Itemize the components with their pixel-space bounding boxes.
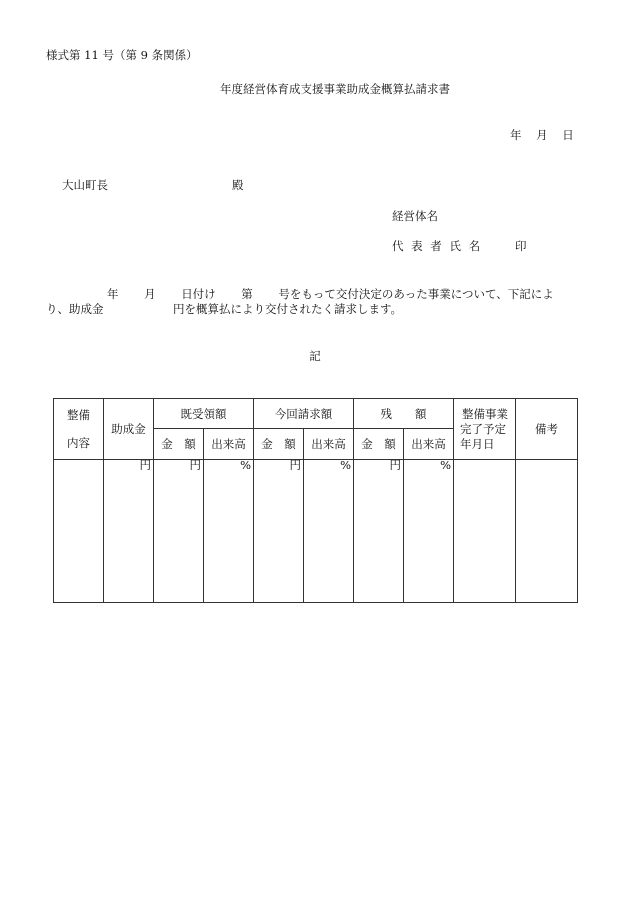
representative-label: 代 表 者 氏 名 [392, 239, 483, 253]
cell-received-amount[interactable]: 円 [154, 460, 204, 603]
date-year: 年 [510, 128, 522, 142]
cell-completion-date[interactable] [454, 460, 516, 603]
header-received-amount: 既受領額 [154, 399, 254, 429]
header-subsidy: 助成金 [104, 399, 154, 460]
cell-improvement-content[interactable] [54, 460, 104, 603]
date-day: 日 [562, 128, 574, 142]
sub-header-remaining-progress: 出来高 [404, 429, 454, 460]
body-line-1: 年 月 日付け 第 号をもって交付決定のあった事業について、下記によ [107, 287, 554, 301]
header-completion-date: 整備事業 完了予定 年月日 [454, 399, 516, 460]
addressee-honorific: 殿 [232, 178, 244, 192]
header-improvement-content: 整備 内容 [54, 399, 104, 460]
cell-remaining-amount[interactable]: 円 [354, 460, 404, 603]
header-remarks: 備考 [516, 399, 578, 460]
cell-current-amount[interactable]: 円 [254, 460, 304, 603]
cell-received-progress[interactable]: % [204, 460, 254, 603]
body-line-2: り、助成金 円を概算払により交付されたく請求します。 [46, 302, 403, 316]
cell-remarks[interactable] [516, 460, 578, 603]
ki-heading: 記 [309, 349, 321, 363]
cell-remaining-progress[interactable]: % [404, 460, 454, 603]
seal-mark: 印 [515, 239, 527, 253]
document-title: 年度経営体育成支援事業助成金概算払請求書 [220, 82, 450, 96]
form-number: 様式第 11 号（第 9 条関係） [46, 48, 198, 62]
entity-name-label: 経営体名 [392, 209, 438, 223]
sub-header-current-progress: 出来高 [304, 429, 354, 460]
header-current-claim: 今回請求額 [254, 399, 354, 429]
cell-current-progress[interactable]: % [304, 460, 354, 603]
sub-header-remaining-amount: 金 額 [354, 429, 404, 460]
sub-header-current-amount: 金 額 [254, 429, 304, 460]
claim-table [53, 398, 578, 603]
sub-header-received-amount: 金 額 [154, 429, 204, 460]
addressee-name: 大山町長 [62, 178, 108, 192]
sub-header-received-progress: 出来高 [204, 429, 254, 460]
date-line [510, 127, 574, 143]
cell-subsidy[interactable]: 円 [104, 460, 154, 603]
header-remaining: 残 額 [354, 399, 454, 429]
date-month: 月 [536, 128, 548, 142]
